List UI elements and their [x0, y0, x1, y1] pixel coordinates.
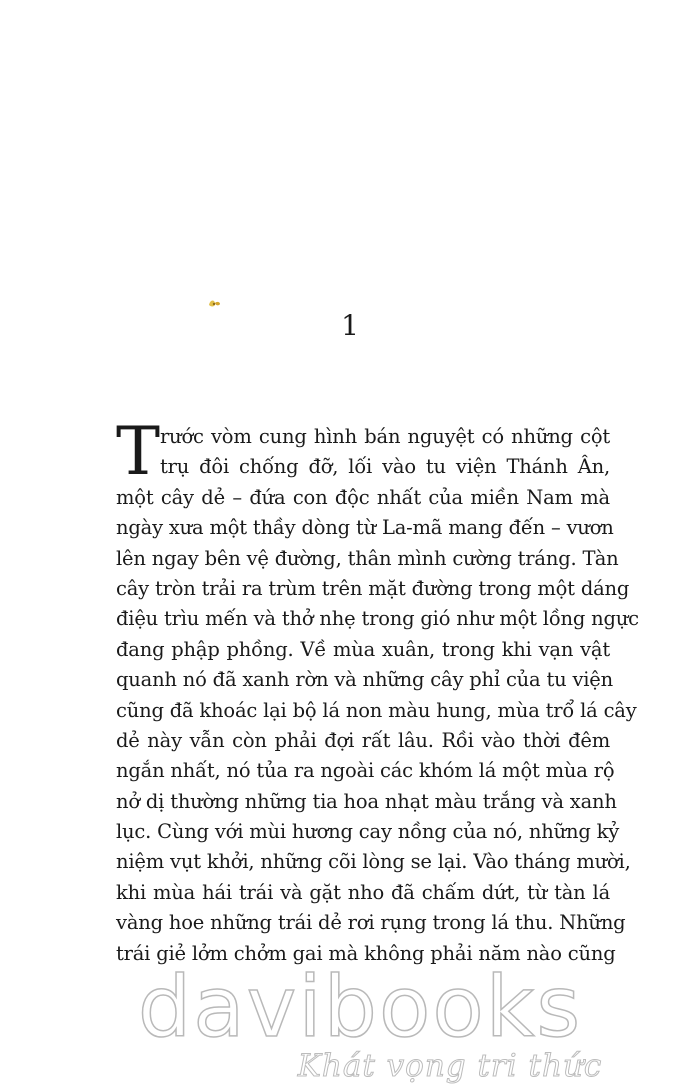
text-line: lên ngay bên vệ đường, thân mình cường tráng. Tàn	[116, 546, 619, 570]
text-line: dẻ này vẫn còn phải đợi rất lâu. Rồi vào thời đêm	[116, 728, 610, 752]
text-line: trụ đôi chống đỡ, lối vào tu viện Thánh Ân,	[160, 455, 610, 479]
text-line: cây tròn trải ra trùm trên mặt đường trong một dáng	[116, 576, 630, 600]
text-line: cũng đã khoác lại bộ lá non màu hung, mùa trổ lá cây	[116, 698, 637, 722]
watermark-tagline: Khát vọng tri thức	[297, 1048, 603, 1084]
watermark-brand: davibooks	[137, 958, 583, 1056]
text-line: điệu trìu mến và thở nhẹ trong gió như một lồng ngực	[116, 607, 639, 631]
text-line: nở dị thường những tia hoa nhạt màu trắng và xanh	[116, 789, 617, 813]
text-line: ngắn nhất, nó tủa ra ngoài các khóm lá một mùa rộ	[116, 759, 615, 783]
text-line: rước vòm cung hình bán nguyệt có những cột	[160, 425, 610, 448]
chapter-body-text	[116, 413, 639, 969]
chapter-number: 1	[341, 309, 359, 342]
text-line: ngày xưa một thầy dòng từ La-mã mang đến – vươn	[116, 516, 614, 540]
text-line: quanh nó đã xanh rờn và những cây phỉ của tu viện	[116, 668, 613, 692]
text-line: một cây dẻ – đứa con độc nhất của miền Nam mà	[116, 485, 610, 509]
text-line: khi mùa hái trái và gặt nho đã chấm dứt, từ tàn lá	[116, 880, 610, 904]
text-line: trái giẻ lởm chởm gai mà không phải năm nào cũng	[116, 941, 616, 965]
text-line: lục. Cùng với mùi hương cay nồng của nó, những kỷ	[116, 820, 620, 844]
text-line: niệm vụt khởi, những cõi lòng se lại. Vào tháng mười,	[116, 850, 631, 874]
drop-cap-letter: T	[116, 413, 161, 490]
text-line: vàng hoe những trái dẻ rơi rụng trong lá thu. Những	[116, 911, 626, 935]
text-line: đang phập phồng. Về mùa xuân, trong khi vạn vật	[116, 637, 610, 661]
